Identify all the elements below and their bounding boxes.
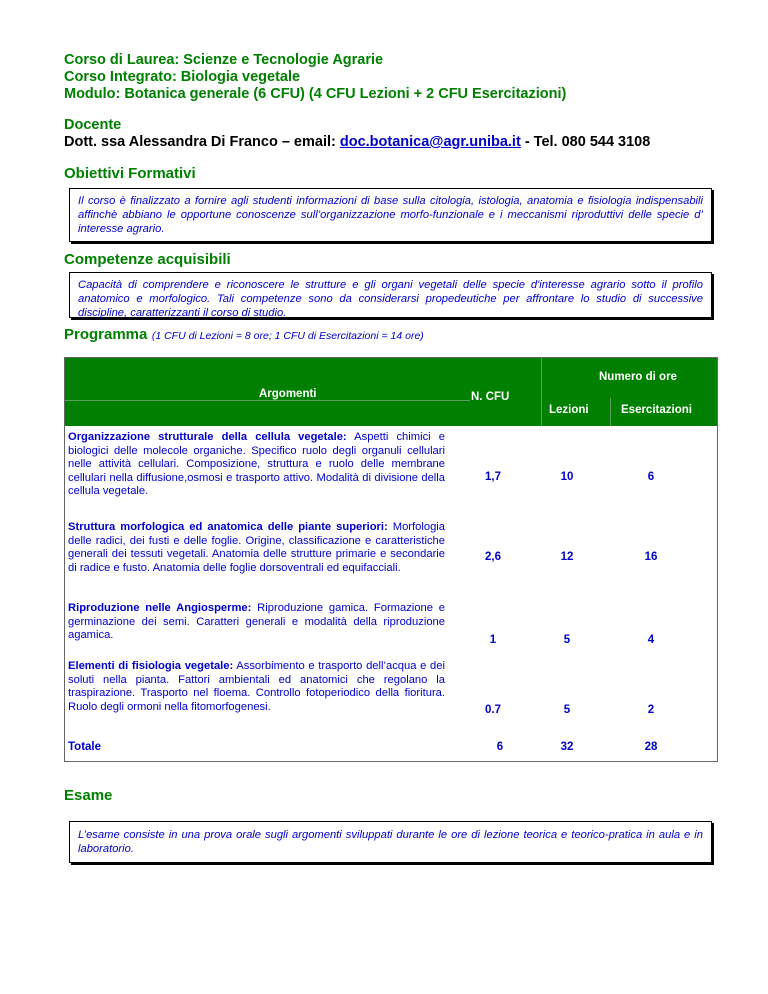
row-esercitazioni: 6: [647, 471, 655, 483]
total-cfu: 6: [496, 741, 504, 753]
row-lezioni: 5: [563, 634, 571, 646]
course-module: Modulo: Botanica generale (6 CFU) (4 CFU Lezioni + 2 CFU Esercitazioni): [64, 86, 567, 102]
programma-heading: [64, 326, 424, 344]
row-text: Assorbimento e trasporto dell’acqua e dei soluti nella pianta. Fattori ambientali ed anatomici che regolano la traspirazione. Trasporto nel floema. Controllo fotoperiodico della fioritura. Ruolo degli ormoni nella fitomorfogenesi.: [68, 660, 445, 713]
total-esercitazioni: 28: [644, 741, 658, 753]
table-row: [65, 431, 445, 499]
table-row: [65, 602, 445, 643]
header-divider: [610, 398, 611, 426]
course-degree: Corso di Laurea: Scienze e Tecnologie Agrarie: [64, 52, 384, 68]
esame-heading: Esame: [64, 787, 113, 804]
total-lezioni: 32: [560, 741, 574, 753]
competenze-box: [69, 272, 712, 318]
row-text: Riproduzione gamica. Formazione e germinazione dei semi. Caratteri generali e modalità della riproduzione agamica.: [68, 602, 445, 641]
esame-box: [69, 821, 712, 863]
competenze-text: Capacità di comprendere e riconoscere le strutture e gli organi vegetali delle specie d'interesse agrario sotto il profilo anatomico e morfologico. Tali competenze sono da considerarsi propedeutiche per affrontare lo studio di successive discipline, caratterizzanti il corso di studio.: [78, 279, 703, 319]
header-esercitazioni: Esercitazioni: [621, 404, 692, 416]
row-esercitazioni: 16: [644, 551, 658, 563]
row-title: Elementi di fisiologia vegetale:: [68, 660, 234, 672]
header-ncfu: N. CFU: [471, 391, 510, 403]
row-cfu: 1: [489, 634, 497, 646]
table-row: [65, 660, 445, 714]
obiettivi-text: Il corso è finalizzato a fornire agli studenti informazioni di base sulla citologia, istologia, anatomia e fisiologia indispensabili affinchè abbiano le opportune conoscenze sull’organizzazione morfo-funzionale e i meccanismi riproduttivi delle specie d’ interesse agrario.: [78, 195, 703, 235]
obiettivi-box: [69, 188, 712, 242]
header-argomenti: Argomenti: [259, 388, 317, 400]
competenze-heading: Competenze acquisibili: [64, 251, 231, 268]
row-esercitazioni: 2: [647, 704, 655, 716]
total-label: Totale: [68, 741, 102, 753]
row-esercitazioni: 4: [647, 634, 655, 646]
course-integrated: Corso Integrato: Biologia vegetale: [64, 69, 301, 85]
header-lezioni: Lezioni: [549, 404, 589, 416]
row-text: Aspetti chimici e biologici delle molecole organiche. Specifico ruolo degli organuli cellulari nelle attività cellulari. Composizione, struttura e ruolo delle membrane cellulari nella diffusione,osmosi e trasporto attivo. Modalità di divisione della cellula vegetale.: [68, 431, 445, 497]
obiettivi-heading: Obiettivi Formativi: [64, 165, 196, 182]
header-divider: [65, 400, 470, 401]
docente-info: [64, 134, 650, 151]
row-cfu: 1,7: [485, 471, 501, 483]
row-lezioni: 12: [560, 551, 574, 563]
row-cfu: 0.7: [485, 704, 501, 716]
row-lezioni: 5: [563, 704, 571, 716]
programma-note: (1 CFU di Lezioni = 8 ore; 1 CFU di Esercitazioni = 14 ore): [151, 330, 424, 342]
row-title: Organizzazione strutturale della cellula vegetale:: [68, 431, 347, 443]
header-divider: [541, 358, 542, 426]
docente-phone: - Tel. 080 544 3108: [520, 134, 651, 150]
esame-text: L’esame consiste in una prova orale sugli argomenti sviluppati durante le ore di lezione teorica e teorico-pratica in aula e in laboratorio.: [78, 829, 703, 855]
programma-title: Programma: [64, 326, 148, 343]
table-header: [65, 358, 717, 426]
table-row: [65, 521, 445, 575]
row-text: Morfologia delle radici, dei fusti e delle foglie. Origine, classificazione e caratteristiche generali dei tessuti vegetali. Anatomia delle strutture primarie e secondarie di radice e fusto. Anatomia delle foglie dorsoventrali ed equifacciali.: [68, 521, 445, 574]
header-numero-ore: Numero di ore: [599, 371, 677, 383]
row-title: Struttura morfologica ed anatomica delle piante superiori:: [68, 521, 388, 533]
programma-table: [64, 357, 718, 762]
row-title: Riproduzione nelle Angiosperme:: [68, 602, 252, 614]
row-lezioni: 10: [560, 471, 574, 483]
docente-email-link[interactable]: doc.botanica@agr.uniba.it: [339, 134, 521, 150]
docente-name: Dott. ssa Alessandra Di Franco – email:: [64, 134, 340, 150]
row-cfu: 2,6: [485, 551, 501, 563]
docente-heading: Docente: [64, 117, 122, 133]
